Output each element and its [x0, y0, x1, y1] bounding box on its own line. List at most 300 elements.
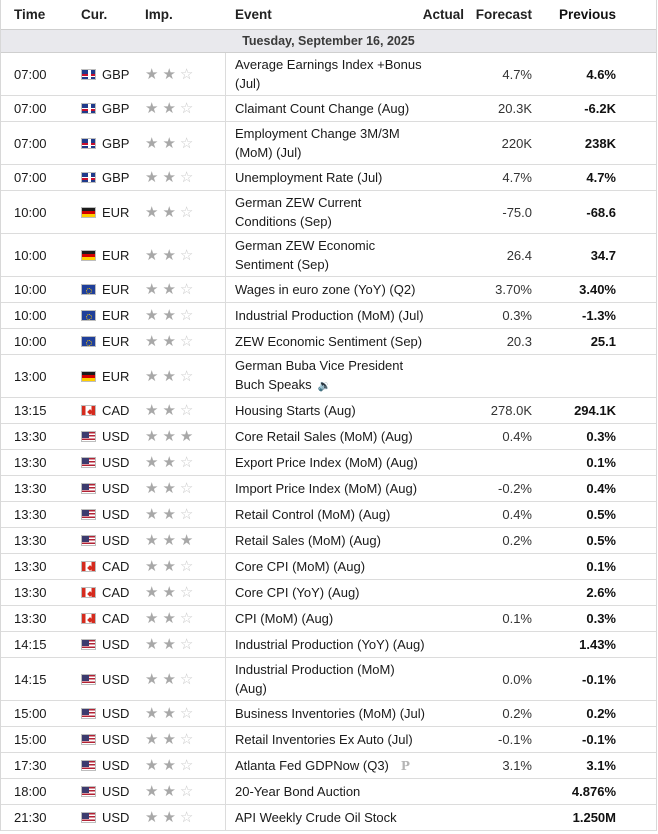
flag-us-icon [81, 509, 96, 520]
event-forecast: 3.70% [495, 282, 532, 297]
star-icon: ★ [162, 246, 176, 264]
star-icon: ★ [145, 100, 159, 117]
event-forecast: 220K [501, 135, 532, 151]
flag-ca-icon [81, 606, 96, 631]
event-actual [392, 191, 464, 233]
header-forecast[interactable]: Forecast [475, 7, 532, 22]
star-icon: ★ [145, 506, 159, 523]
header-currency[interactable]: Cur. [81, 7, 108, 22]
event-previous: 3.1% [586, 758, 616, 773]
star-icon: ★ [162, 731, 176, 748]
event-forecast: -0.1% [498, 732, 532, 747]
flag-eu-icon [81, 329, 96, 354]
event-actual [392, 122, 464, 164]
flag-gb-icon [81, 69, 96, 80]
star-icon: ☆ [179, 333, 194, 350]
event-name-label[interactable]: Export Price Index (MoM) (Aug) [235, 455, 418, 470]
table-row[interactable] [1, 424, 656, 450]
star-icon: ★ [162, 367, 176, 385]
event-time: 13:30 [14, 481, 47, 496]
table-row[interactable] [1, 606, 656, 632]
star-icon: ★ [179, 428, 194, 445]
importance-stars [145, 53, 193, 95]
event-time: 07:00 [14, 101, 47, 116]
event-actual [392, 753, 464, 778]
event-previous: 238K [584, 135, 616, 151]
event-time: 07:00 [14, 66, 47, 82]
event-forecast [464, 580, 532, 605]
flag-eu-icon [81, 303, 96, 328]
star-icon: ★ [162, 558, 176, 575]
star-icon: ☆ [179, 480, 194, 497]
event-previous: 3.40% [579, 282, 616, 297]
event-previous: 4.7% [586, 170, 616, 185]
star-icon: ☆ [179, 307, 194, 324]
importance-stars [145, 277, 193, 302]
event-previous: -0.1% [582, 671, 616, 687]
flag-us-icon [81, 450, 96, 475]
star-icon: ★ [145, 246, 159, 264]
event-currency: USD [102, 637, 130, 652]
star-icon: ★ [145, 307, 159, 324]
flag-de-icon [81, 234, 96, 276]
event-forecast [464, 554, 532, 579]
event-previous: 0.1% [586, 559, 616, 574]
event-actual [392, 701, 464, 726]
star-icon: ★ [145, 731, 159, 748]
event-time: 13:30 [14, 507, 47, 522]
event-time: 10:00 [14, 282, 47, 297]
event-currency: CAD [102, 585, 130, 600]
star-icon: ★ [162, 809, 176, 826]
flag-gb-icon [81, 53, 96, 95]
star-icon: ☆ [179, 100, 194, 117]
event-forecast: 278.0K [490, 403, 532, 418]
event-previous: -1.3% [582, 308, 616, 323]
flag-eu-icon [81, 284, 96, 295]
event-actual [392, 658, 464, 700]
event-previous: 1.43% [579, 637, 616, 652]
flag-gb-icon [81, 103, 96, 114]
event-name-label[interactable]: CPI (MoM) (Aug) [235, 611, 334, 626]
star-icon: ☆ [179, 670, 194, 688]
event-name-label[interactable]: 20-Year Bond Auction [235, 784, 361, 799]
star-icon: ★ [145, 169, 159, 186]
event-forecast: 26.4 [506, 247, 532, 263]
flag-ca-icon [81, 587, 96, 598]
event-time: 13:00 [14, 368, 47, 384]
event-list [1, 53, 656, 831]
event-previous: 1.250M [572, 810, 616, 825]
event-previous: 2.6% [586, 585, 616, 600]
flag-eu-icon [81, 310, 96, 321]
event-currency: USD [102, 706, 130, 721]
flag-us-icon [81, 483, 96, 494]
table-row[interactable] [1, 701, 656, 727]
star-icon: ★ [162, 705, 176, 722]
flag-de-icon [81, 207, 96, 218]
table-row[interactable] [1, 191, 656, 234]
table-row[interactable] [1, 554, 656, 580]
event-time: 18:00 [14, 784, 47, 799]
event-actual [392, 805, 464, 830]
importance-stars [145, 96, 193, 121]
event-name-label[interactable]: Average Earnings Index +Bonus (Jul) [235, 57, 422, 91]
event-currency: USD [102, 732, 130, 747]
event-forecast [464, 632, 532, 657]
event-actual [392, 476, 464, 501]
flag-ca-icon [81, 405, 96, 416]
star-icon: ★ [145, 454, 159, 471]
event-forecast: 0.1% [502, 611, 532, 626]
star-icon: ★ [179, 532, 194, 549]
flag-us-icon [81, 805, 96, 830]
event-name-label[interactable]: API Weekly Crude Oil Stock [235, 810, 397, 825]
event-actual [392, 165, 464, 190]
table-row[interactable] [1, 53, 656, 96]
event-currency: EUR [102, 334, 130, 349]
event-time: 13:30 [14, 611, 47, 626]
event-name-label[interactable]: Retail Control (MoM) (Aug) [235, 507, 391, 522]
flag-us-icon [81, 502, 96, 527]
flag-ca-icon [81, 554, 96, 579]
star-icon: ★ [162, 169, 176, 186]
speaker-icon: 🔉 [317, 380, 332, 392]
event-actual [392, 580, 464, 605]
event-name-label[interactable]: Claimant Count Change (Aug) [235, 101, 410, 116]
event-name-label[interactable]: Industrial Production (MoM) (Jul) [235, 308, 424, 323]
star-icon: ★ [145, 636, 159, 653]
flag-us-icon [81, 760, 96, 771]
event-name-label[interactable]: ZEW Economic Sentiment (Sep) [235, 334, 423, 349]
preliminary-icon: P [400, 758, 410, 773]
event-time: 10:00 [14, 334, 47, 349]
importance-stars [145, 122, 193, 164]
flag-us-icon [81, 727, 96, 752]
event-time: 15:00 [14, 732, 47, 747]
flag-us-icon [81, 476, 96, 501]
event-name-label[interactable]: Industrial Production (MoM) (Aug) [235, 662, 395, 696]
event-actual [392, 450, 464, 475]
flag-de-icon [81, 371, 96, 382]
event-previous: 4.6% [586, 66, 616, 82]
event-forecast: -0.2% [498, 481, 532, 496]
event-forecast: -75.0 [502, 204, 532, 220]
star-icon: ★ [162, 783, 176, 800]
flag-gb-icon [81, 96, 96, 121]
event-actual [392, 355, 464, 397]
event-currency: GBP [102, 66, 130, 82]
event-name-label[interactable]: German Buba Vice President Buch Speaks [235, 358, 404, 392]
event-currency: CAD [102, 403, 130, 418]
event-name-label[interactable]: Employment Change 3M/3M (MoM) (Jul) [235, 126, 400, 160]
event-time: 13:30 [14, 559, 47, 574]
star-icon: ★ [145, 134, 159, 152]
event-name-label[interactable]: Business Inventories (MoM) (Jul) [235, 706, 425, 721]
event-forecast [464, 805, 532, 830]
event-forecast [464, 779, 532, 804]
star-icon: ★ [162, 610, 176, 627]
importance-stars [145, 805, 193, 830]
event-time: 13:30 [14, 585, 47, 600]
star-icon: ☆ [179, 757, 194, 774]
flag-us-icon [81, 431, 96, 442]
star-icon: ☆ [179, 134, 194, 152]
star-icon: ★ [145, 480, 159, 497]
table-header [1, 0, 656, 30]
star-icon: ☆ [179, 809, 194, 826]
flag-ca-icon [81, 613, 96, 624]
event-forecast: 20.3 [506, 334, 532, 349]
event-name-label[interactable]: Core CPI (MoM) (Aug) [235, 559, 366, 574]
flag-us-icon [81, 535, 96, 546]
star-icon: ★ [162, 65, 176, 83]
header-time[interactable]: Time [14, 7, 46, 22]
event-currency: USD [102, 758, 130, 773]
star-icon: ★ [162, 670, 176, 688]
flag-us-icon [81, 779, 96, 804]
event-name-label[interactable]: Unemployment Rate (Jul) [235, 170, 383, 185]
header-actual[interactable]: Actual [422, 7, 464, 22]
table-row[interactable] [1, 355, 656, 398]
event-forecast: 3.1% [502, 758, 532, 773]
event-currency: EUR [102, 368, 130, 384]
event-previous: 0.1% [586, 455, 616, 470]
event-forecast: 0.0% [502, 671, 532, 687]
importance-stars [145, 701, 193, 726]
flag-ca-icon [81, 561, 96, 572]
importance-stars [145, 355, 193, 397]
star-icon: ★ [145, 783, 159, 800]
event-currency: EUR [102, 282, 130, 297]
event-name-label[interactable]: Core Retail Sales (MoM) (Aug) [235, 429, 413, 444]
flag-us-icon [81, 457, 96, 468]
flag-us-icon [81, 528, 96, 553]
flag-us-icon [81, 674, 96, 685]
event-name-label[interactable]: German ZEW Current Conditions (Sep) [235, 195, 362, 229]
flag-eu-icon [81, 277, 96, 302]
table-row[interactable] [1, 727, 656, 753]
star-icon: ★ [145, 809, 159, 826]
event-time: 07:00 [14, 170, 47, 185]
table-row[interactable] [1, 329, 656, 355]
table-row[interactable] [1, 450, 656, 476]
event-previous: -68.6 [586, 204, 616, 220]
event-forecast: 4.7% [502, 170, 532, 185]
event-actual [392, 398, 464, 423]
event-actual [392, 277, 464, 302]
table-row[interactable] [1, 303, 656, 329]
event-time: 13:30 [14, 455, 47, 470]
star-icon: ★ [162, 281, 176, 298]
star-icon: ★ [145, 558, 159, 575]
event-currency: EUR [102, 308, 130, 323]
star-icon: ★ [145, 705, 159, 722]
star-icon: ★ [162, 636, 176, 653]
flag-us-icon [81, 753, 96, 778]
star-icon: ☆ [179, 705, 194, 722]
event-time: 17:30 [14, 758, 47, 773]
star-icon: ★ [162, 428, 176, 445]
event-name-label[interactable]: Retail Sales (MoM) (Aug) [235, 533, 381, 548]
event-forecast: 0.3% [502, 308, 532, 323]
flag-us-icon [81, 639, 96, 650]
flag-us-icon [81, 734, 96, 745]
event-time: 14:15 [14, 637, 47, 652]
importance-stars [145, 329, 193, 354]
star-icon: ★ [162, 203, 176, 221]
event-currency: USD [102, 507, 130, 522]
importance-stars [145, 554, 193, 579]
flag-ca-icon [81, 398, 96, 423]
event-actual [392, 234, 464, 276]
header-previous[interactable]: Previous [558, 7, 616, 22]
importance-stars [145, 658, 193, 700]
star-icon: ★ [145, 610, 159, 627]
event-name-label[interactable]: Retail Inventories Ex Auto (Jul) [235, 732, 413, 747]
star-icon: ☆ [179, 454, 194, 471]
event-time: 21:30 [14, 810, 47, 825]
table-row[interactable] [1, 632, 656, 658]
star-icon: ★ [145, 532, 159, 549]
table-row[interactable] [1, 580, 656, 606]
table-row[interactable] [1, 658, 656, 701]
star-icon: ★ [145, 670, 159, 688]
event-name-label[interactable]: Wages in euro zone (YoY) (Q2) [235, 282, 416, 297]
event-actual [392, 53, 464, 95]
importance-stars [145, 398, 193, 423]
star-icon: ★ [145, 428, 159, 445]
event-name-label[interactable]: German ZEW Economic Sentiment (Sep) [235, 238, 376, 272]
flag-us-icon [81, 708, 96, 719]
event-time: 13:30 [14, 429, 47, 444]
event-previous: 25.1 [590, 334, 616, 349]
flag-us-icon [81, 658, 96, 700]
event-time: 13:30 [14, 533, 47, 548]
star-icon: ☆ [179, 731, 194, 748]
event-time: 10:00 [14, 247, 47, 263]
event-actual [392, 424, 464, 449]
star-icon: ☆ [179, 558, 194, 575]
star-icon: ★ [162, 307, 176, 324]
star-icon: ★ [145, 333, 159, 350]
event-time: 10:00 [14, 308, 47, 323]
star-icon: ☆ [179, 246, 194, 264]
table-row[interactable] [1, 165, 656, 191]
flag-gb-icon [81, 138, 96, 149]
event-name-label[interactable]: Atlanta Fed GDPNow (Q3) [235, 757, 389, 773]
table-row[interactable] [1, 779, 656, 805]
flag-us-icon [81, 632, 96, 657]
event-name-label[interactable]: Industrial Production (YoY) (Aug) [235, 637, 425, 652]
importance-stars [145, 632, 193, 657]
event-name-label[interactable]: Housing Starts (Aug) [235, 403, 356, 418]
event-previous: 4.876% [571, 784, 616, 799]
importance-stars [145, 779, 193, 804]
importance-stars [145, 234, 193, 276]
importance-stars [145, 476, 193, 501]
star-icon: ★ [162, 480, 176, 497]
star-icon: ★ [162, 402, 176, 419]
importance-stars [145, 502, 193, 527]
flag-gb-icon [81, 122, 96, 164]
event-forecast: 0.4% [502, 507, 532, 522]
importance-stars [145, 424, 193, 449]
star-icon: ★ [162, 454, 176, 471]
star-icon: ☆ [179, 402, 194, 419]
importance-stars [145, 580, 193, 605]
star-icon: ☆ [179, 506, 194, 523]
event-currency: USD [102, 784, 130, 799]
table-row[interactable] [1, 502, 656, 528]
event-previous: 0.5% [586, 533, 616, 548]
event-currency: GBP [102, 101, 130, 116]
table-row[interactable] [1, 753, 656, 779]
header-importance[interactable]: Imp. [145, 7, 173, 22]
flag-us-icon [81, 701, 96, 726]
table-row[interactable] [1, 234, 656, 277]
event-name-label[interactable]: Import Price Index (MoM) (Aug) [235, 481, 418, 496]
event-previous: 0.4% [586, 481, 616, 496]
event-currency: USD [102, 533, 130, 548]
table-row[interactable] [1, 96, 656, 122]
event-currency: EUR [102, 204, 130, 220]
table-row[interactable] [1, 398, 656, 424]
star-icon: ☆ [179, 65, 194, 83]
event-currency: USD [102, 810, 130, 825]
star-icon: ☆ [179, 367, 194, 385]
event-previous [532, 355, 616, 397]
event-currency: GBP [102, 135, 130, 151]
event-previous: 0.2% [586, 706, 616, 721]
star-icon: ★ [145, 402, 159, 419]
table-row[interactable] [1, 277, 656, 303]
event-forecast [464, 355, 532, 397]
table-row[interactable] [1, 122, 656, 165]
star-icon: ★ [145, 65, 159, 83]
star-icon: ★ [162, 100, 176, 117]
star-icon: ☆ [179, 584, 194, 601]
star-icon: ★ [145, 367, 159, 385]
event-currency: CAD [102, 559, 130, 574]
header-event[interactable]: Event [235, 7, 272, 22]
star-icon: ★ [145, 281, 159, 298]
event-actual [392, 303, 464, 328]
flag-us-icon [81, 812, 96, 823]
table-row[interactable] [1, 476, 656, 502]
event-actual [392, 554, 464, 579]
importance-stars [145, 727, 193, 752]
star-icon: ★ [162, 532, 176, 549]
star-icon: ☆ [179, 169, 194, 186]
star-icon: ☆ [179, 203, 194, 221]
table-row[interactable] [1, 805, 656, 831]
event-previous: 0.3% [586, 611, 616, 626]
star-icon: ☆ [179, 783, 194, 800]
event-time: 10:00 [14, 204, 47, 220]
event-currency: EUR [102, 247, 130, 263]
event-previous: 294.1K [574, 403, 616, 418]
event-previous: 0.5% [586, 507, 616, 522]
flag-us-icon [81, 424, 96, 449]
event-forecast: 0.2% [502, 533, 532, 548]
star-icon: ☆ [179, 610, 194, 627]
event-actual [392, 606, 464, 631]
table-row[interactable] [1, 528, 656, 554]
event-time: 14:15 [14, 671, 47, 687]
event-name-label[interactable]: Core CPI (YoY) (Aug) [235, 585, 360, 600]
event-previous: 34.7 [590, 247, 616, 263]
